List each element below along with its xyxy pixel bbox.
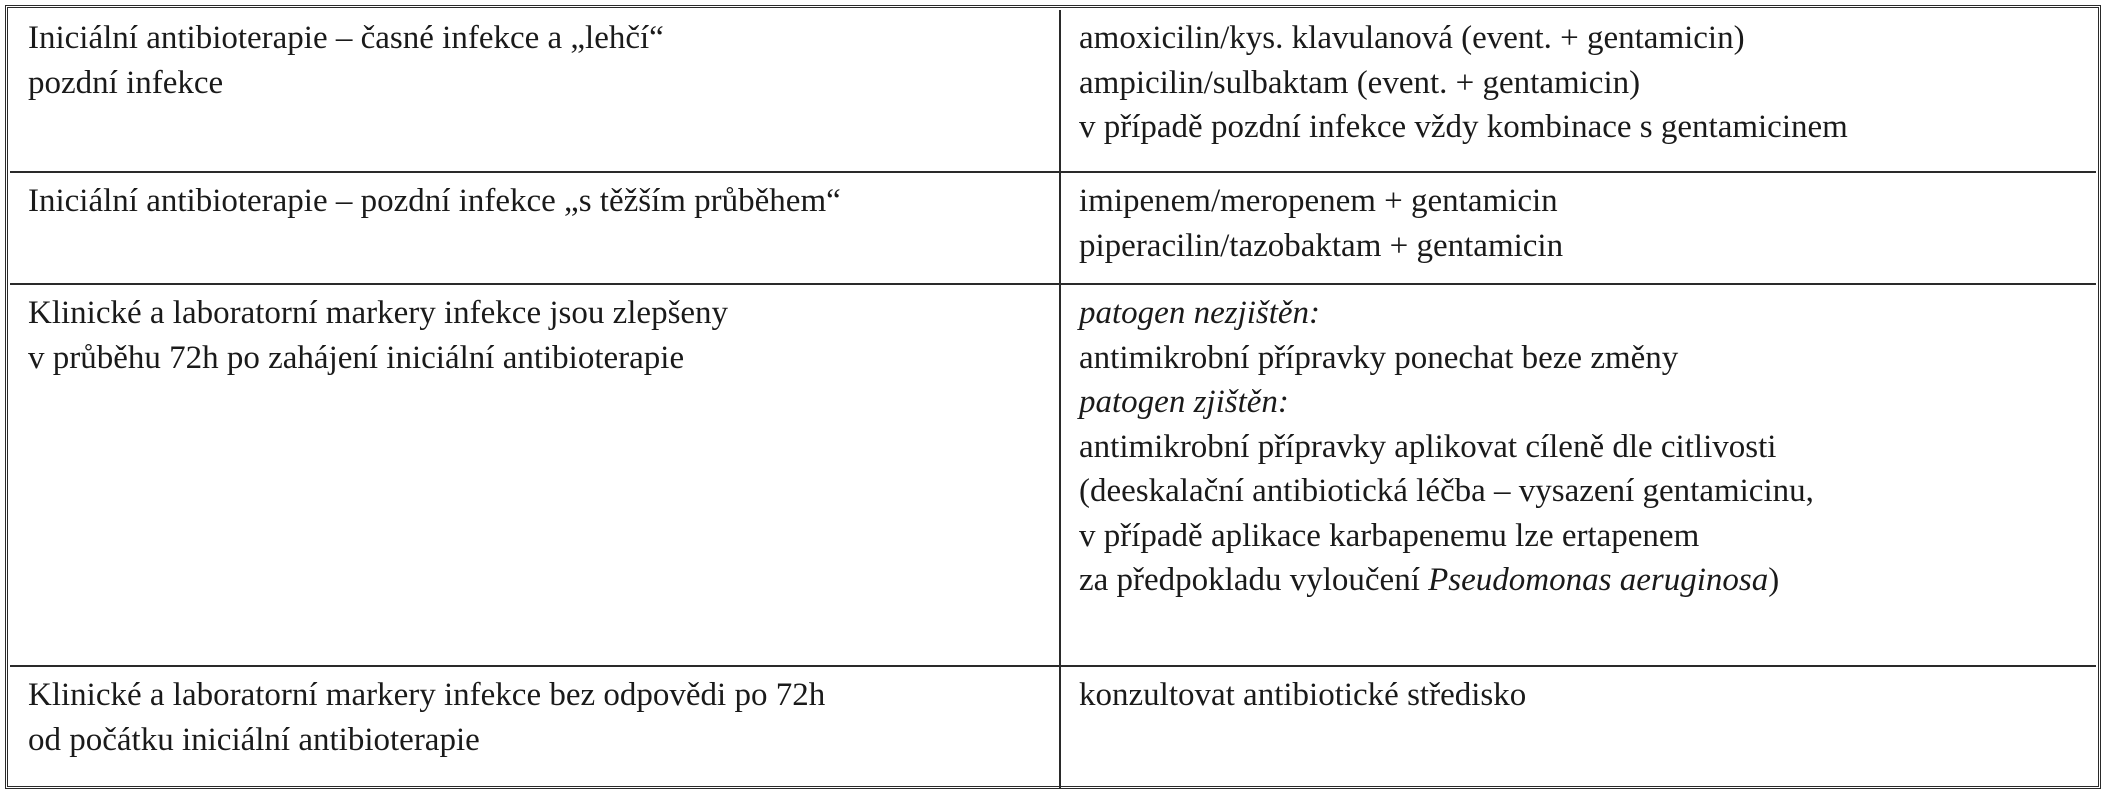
treatment-cell — [1060, 666, 2096, 789]
condition-cell — [10, 666, 1060, 789]
treatment-line: (deeskalační antibiotická léčba – vysazení gentamicinu, — [1079, 473, 1814, 509]
condition-cell — [10, 10, 1060, 172]
table-row — [10, 10, 2096, 172]
pathogen-name: Pseudomonas aeruginosa — [1428, 562, 1769, 598]
treatment-cell — [1060, 172, 2096, 284]
condition-line: pozdní infekce — [28, 64, 224, 101]
treatment-line: v případě aplikace karbapenemu lze ertapenem — [1079, 517, 1700, 554]
treatment-line: ampicilin/sulbaktam (event. + gentamicin) — [1079, 64, 1641, 101]
condition-line: Iniciální antibioterapie – časné infekce a „lehčí“ — [28, 20, 664, 56]
table-row — [10, 284, 2096, 666]
condition-line: v průběhu 72h po zahájení iniciální antibioterapie — [28, 339, 685, 376]
treatment-line: amoxicilin/kys. klavulanová (event. + gentamicin) — [1079, 20, 1745, 56]
condition-line: Klinické a laboratorní markery infekce jsou zlepšeny — [28, 295, 729, 331]
treatment-line: imipenem/meropenem + gentamicin — [1079, 183, 1558, 219]
treatment-line: antimikrobní přípravky ponechat beze změny — [1079, 339, 1679, 376]
condition-line: Iniciální antibioterapie – pozdní infekce „s těžším průběhem“ — [28, 183, 841, 219]
treatment-line-text: za předpokladu vyloučení — [1079, 562, 1429, 598]
condition-cell — [10, 284, 1060, 666]
treatment-line: piperacilin/tazobaktam + gentamicin — [1079, 227, 1564, 264]
condition-line: Klinické a laboratorní markery infekce bez odpovědi po 72h — [28, 677, 826, 713]
table-row — [10, 666, 2096, 789]
condition-line: od počátku iniciální antibioterapie — [28, 721, 480, 758]
table-row — [10, 172, 2096, 284]
treatment-cell — [1060, 10, 2096, 172]
closing-parenthesis: ) — [1768, 562, 1780, 598]
treatment-line: konzultovat antibiotické středisko — [1079, 677, 1527, 713]
pathogen-found-heading: patogen zjištěn: — [1079, 384, 1289, 420]
treatment-line: antimikrobní přípravky aplikovat cíleně dle citlivosti — [1079, 428, 1777, 465]
pathogen-not-found-heading: patogen nezjištěn: — [1079, 295, 1321, 331]
treatment-line — [1079, 558, 2078, 603]
condition-cell — [10, 172, 1060, 284]
treatment-line: v případě pozdní infekce vždy kombinace s gentamicinem — [1079, 109, 1848, 145]
treatment-cell — [1060, 284, 2096, 666]
antibiotic-therapy-table — [10, 10, 2096, 789]
